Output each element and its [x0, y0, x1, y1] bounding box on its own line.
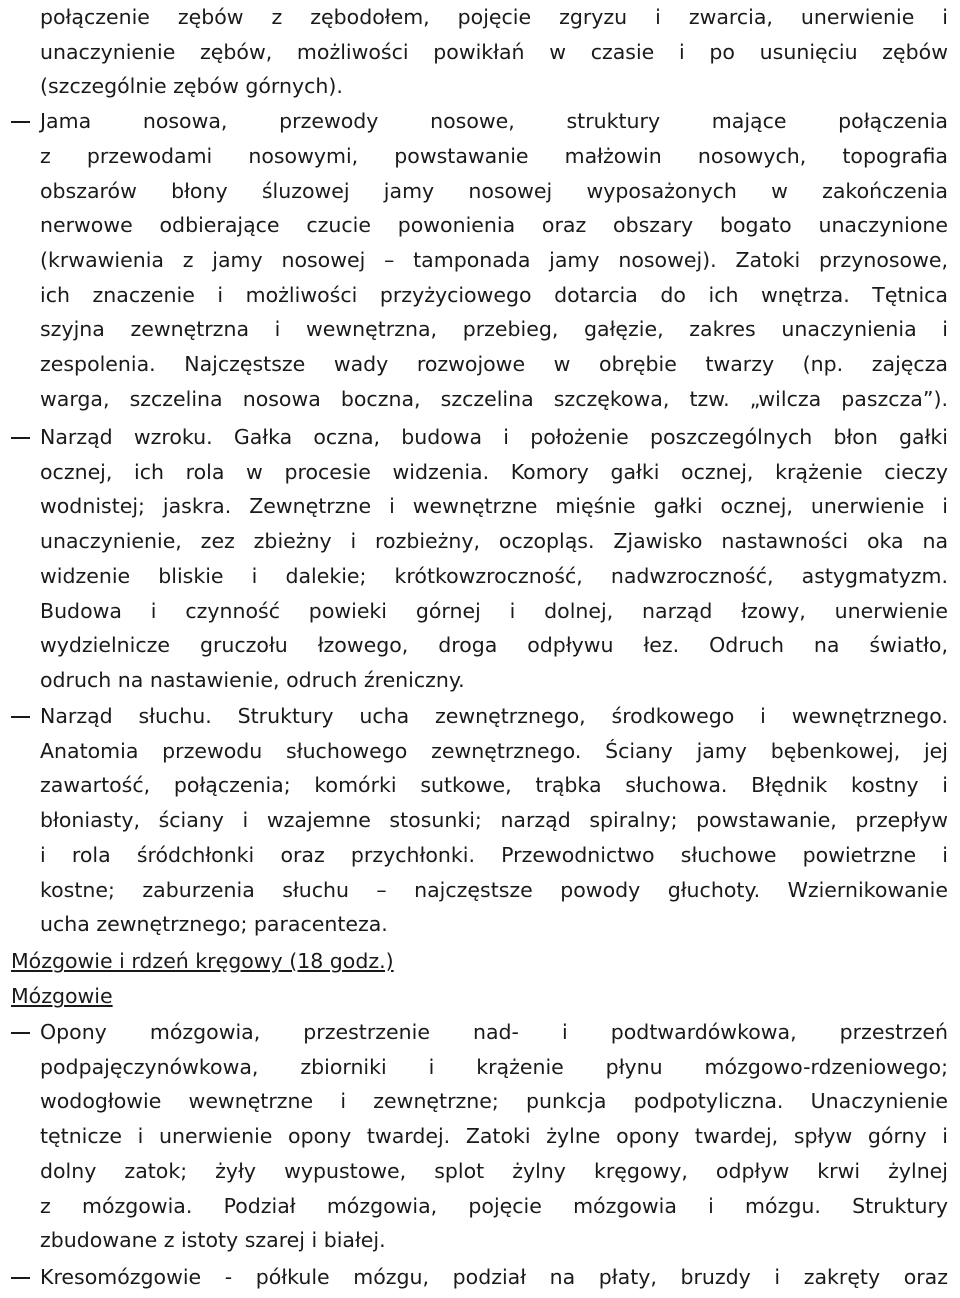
text-line: wodnistej; jaskra. Zewnętrzne i wewnętrzne mięśnie gałki ocznej, unerwienie i: [40, 494, 948, 519]
text-line: ocznej, ich rola w procesie widzenia. Komory gałki ocznej, krążenie cieczy: [40, 459, 948, 484]
text-line: obszarów błony śluzowej jamy nosowej wyposażonych w zakończenia: [40, 178, 948, 203]
text-line: warga, szczelina nosowa boczna, szczelina szczękowa, tzw. „wilcza paszcza”).: [40, 386, 948, 411]
text-line: (krwawienia z jamy nosowej – tamponada jamy nosowej). Zatoki przynosowe,: [40, 247, 948, 272]
dash-bullet-icon: [11, 1032, 30, 1034]
text-line: ucha zewnętrznego; paracenteza.: [40, 912, 388, 937]
text-line: widzenie bliskie i dalekie; krótkowzroczność, nadwzroczność, astygmatyzm.: [40, 563, 948, 588]
text-line: odruch na nastawienie, odruch źreniczny.: [40, 667, 465, 692]
text-line: (szczególnie zębów górnych).: [40, 74, 343, 99]
text-line: z przewodami nosowymi, powstawanie małżowin nosowych, topografia: [40, 143, 948, 168]
subsection-heading: Mózgowie: [11, 984, 113, 1008]
text-line: błoniasty, ściany i wzajemne stosunki; narząd spiralny; powstawanie, przepływ: [40, 808, 948, 833]
text-line: podpajęczynówkowa, zbiorniki i krążenie płynu mózgowo-rdzeniowego;: [40, 1054, 948, 1079]
text-line: połączenie zębów z zębodołem, pojęcie zgryzu i zwarcia, unerwienie i: [40, 5, 948, 29]
text-line: Opony mózgowia, przestrzenie nad- i podtwardówkowa, przestrzeń: [40, 1020, 948, 1044]
text-line: zawartość, połączenia; komórki sutkowe, trąbka słuchowa. Błędnik kostny i: [40, 773, 948, 798]
text-line: tętnicze i unerwienie opony twardej. Zatoki żylne opony twardej, spływ górny i: [40, 1124, 948, 1149]
text-line: i rola śródchłonki oraz przychłonki. Przewodnictwo słuchowe powietrzne i: [40, 842, 948, 867]
dash-bullet-icon: [11, 1277, 30, 1279]
text-line: Narząd wzroku. Gałka oczna, budowa i położenie poszczególnych błon gałki: [40, 425, 948, 449]
text-line: zespolenia. Najczęstsze wady rozwojowe w obrębie twarzy (np. zajęcza: [40, 352, 948, 376]
text-line: kostne; zaburzenia słuchu – najczęstsze powody głuchoty. Wziernikowanie: [40, 877, 948, 902]
text-line: wydzielnicze gruczołu łzowego, droga odpływu łez. Odruch na światło,: [40, 633, 948, 658]
text-line: Narząd słuchu. Struktury ucha zewnętrznego, środkowego i wewnętrznego.: [40, 704, 948, 728]
text-line: wodogłowie wewnętrzne i zewnętrzne; punkcja podpotyliczna. Unaczynienie: [40, 1089, 948, 1114]
text-line: Anatomia przewodu słuchowego zewnętrznego. Ściany jamy bębenkowej, jej: [40, 738, 948, 763]
dash-bullet-icon: [11, 121, 30, 123]
text-line: unaczynienie zębów, możliwości powikłań w czasie i po usunięciu zębów: [40, 39, 948, 64]
text-line: Jama nosowa, przewody nosowe, struktury mające połączenia: [40, 109, 948, 134]
text-line: Kresomózgowie - półkule mózgu, podział na płaty, bruzdy i zakręty oraz: [40, 1265, 948, 1289]
text-line: nerwowe odbierające czucie powonienia oraz obszary bogato unaczynione: [40, 213, 948, 238]
dash-bullet-icon: [11, 716, 30, 718]
text-line: Budowa i czynność powieki górnej i dolnej, narząd łzowy, unerwienie: [40, 598, 948, 623]
text-line: zbudowane z istoty szarej i białej.: [40, 1228, 386, 1253]
text-line: z mózgowia. Podział mózgowia, pojęcie mózgowia i mózgu. Struktury: [40, 1193, 948, 1218]
section-heading: Mózgowie i rdzeń kręgowy (18 godz.): [11, 949, 394, 973]
dash-bullet-icon: [11, 437, 30, 439]
text-line: unaczynienie, zez zbieżny i rozbieżny, oczopląs. Zjawisko nastawności oka na: [40, 529, 948, 554]
text-line: szyjna zewnętrzna i wewnętrzna, przebieg, gałęzie, zakres unaczynienia i: [40, 317, 948, 342]
text-line: dolny zatok; żyły wypustowe, splot żylny kręgowy, odpływ krwi żylnej: [40, 1158, 948, 1183]
text-line: ich znaczenie i możliwości przyżyciowego dotarcia do ich wnętrza. Tętnica: [40, 282, 948, 307]
